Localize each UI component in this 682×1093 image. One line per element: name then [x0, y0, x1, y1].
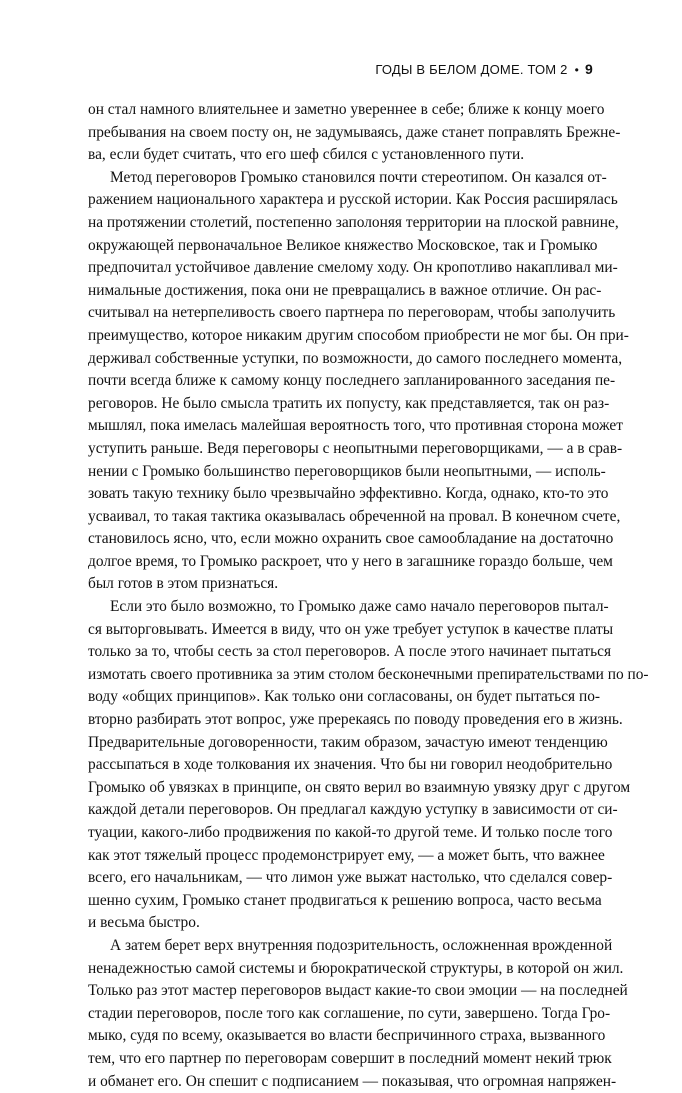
text-line: Метод переговоров Громыко становился почти стереотипом. Он казался от-	[110, 168, 607, 186]
text-line: воду «общих принципов». Как только они согласованы, он будет пытаться по-	[88, 688, 601, 706]
paragraph	[88, 596, 649, 935]
text-line: был готов в этом признаться.	[88, 575, 279, 593]
text-line: вторно разбирать этот вопрос, уже пререкаясь по поводу проведения его в жизнь.	[88, 711, 623, 729]
text-line: долгое время, то Громыко раскроет, что у него в загашнике гораздо больше, чем	[88, 552, 613, 570]
text-line: становилось ясно, что, если можно охранить свое самообладание на достаточно	[88, 530, 614, 548]
text-line: ся выторговывать. Имеется в виду, что он уже требует уступок в качестве платы	[88, 620, 614, 638]
text-line: Только раз этот мастер переговоров выдаст какие-то свои эмоции — на последней	[88, 982, 628, 1000]
text-line: всего, его начальникам, — что лимон уже выжат настолько, что сделался совер-	[88, 869, 613, 887]
running-header	[375, 61, 593, 77]
text-line: рассыпаться в ходе толкования их значения. Что бы ни говорил неодобрительно	[88, 756, 613, 774]
text-line: А затем берет верх внутренняя подозрительность, осложненная врожденной	[110, 936, 613, 954]
text-line: стадии переговоров, после того как соглашение, по сути, завершено. Тогда Гро-	[88, 1004, 611, 1022]
text-line: он стал намного влиятельнее и заметно увереннее в себе; ближе к концу моего	[88, 101, 605, 118]
text-line: Предварительные договоренности, таким образом, зачастую имеют тенденцию	[88, 733, 608, 751]
text-line: тем, что его партнер по переговорам совершит в последний момент некий трюк	[88, 1049, 612, 1067]
page-number: 9	[585, 61, 593, 77]
text-line: считывал на нетерпеливость своего партнера по переговорам, чтобы заполучить	[88, 304, 616, 322]
text-line: почти всегда ближе к самому концу последнего запланированного заседания пе-	[88, 372, 616, 390]
text-line: Если это было возможно, то Громыко даже само начало переговоров пытал-	[110, 598, 609, 616]
text-line: ва, если будет считать, что его шеф сбился с установленного пути.	[88, 146, 525, 164]
paragraph	[88, 167, 629, 596]
text-line: и обманет его. Он спешит с подписанием — показывая, что огромная напряжен-	[88, 1072, 617, 1090]
text-line: Громыко об увязках в принципе, он свято верил во взаимную увязку друг с другом	[88, 778, 631, 796]
text-line: каждой детали переговоров. Он предлагал каждую уступку в зависимости от си-	[88, 801, 618, 819]
text-line: уступить раньше. Ведя переговоры с неопытными переговорщиками, — а в срав-	[88, 439, 623, 457]
running-header-title: ГОДЫ В БЕЛОМ ДОМЕ. ТОМ 2	[375, 62, 568, 77]
text-line: и весьма быстро.	[88, 914, 200, 932]
text-line: туации, какого-либо продвижения по какой-то другой теме. И только после того	[88, 824, 613, 841]
text-line: усваивал, то такая тактика оказывалась обреченной на провал. В конечном счете,	[88, 507, 621, 525]
text-line: только за то, чтобы сесть за стол переговоров. А после этого начинает пытаться	[88, 643, 612, 661]
text-line: мыко, судя по всему, оказывается во власти беспричинного страха, вызванного	[88, 1027, 606, 1045]
text-line: ражением национального характера и русской истории. Как Россия расширялась	[88, 191, 618, 209]
paragraph	[88, 935, 628, 1093]
body-text	[88, 99, 649, 1093]
bullet-separator: •	[574, 63, 579, 77]
text-line: шенно сухим, Громыко станет продвигаться к решению вопроса, часто весьма	[88, 891, 602, 909]
paragraph	[88, 99, 621, 167]
text-line: зовать такую технику было чрезвычайно эффективно. Когда, однако, кто-то это	[88, 485, 609, 503]
text-line: на протяжении столетий, постепенно заполоняя территории на плоской равнине,	[88, 213, 619, 231]
text-line: окружающей первоначальное Великое княжество Московское, так и Громыко	[88, 236, 598, 254]
text-line: преимущество, которое никаким другим способом приобрести не мог бы. Он при-	[88, 326, 629, 344]
text-line: мышлял, пока имелась малейшая вероятность того, что противная сторона может	[88, 417, 623, 435]
text-line: предпочитал устойчивое давление смелому ходу. Он кропотливо накапливал ми-	[88, 259, 618, 277]
text-line: ненадежностью самой системы и бюрократической структуры, в которой он жил.	[88, 959, 624, 977]
text-line: пребывания на своем посту он, не задумываясь, даже станет поправлять Брежне-	[88, 123, 621, 141]
text-line: реговоров. Не было смысла тратить их попусту, как представляется, так он раз-	[88, 394, 610, 412]
text-line: нимальные достижения, пока они не превращались в важное отличие. Он рас-	[88, 281, 602, 299]
text-line: измотать своего противника за этим столом бесконечными препирательствами по по-	[88, 665, 649, 683]
text-line: как этот тяжелый процесс продемонстрирует ему, — а может быть, что важнее	[88, 846, 605, 864]
text-line: держивал собственные уступки, по возможности, до самого последнего момента,	[88, 349, 623, 367]
text-line: нении с Громыко большинство переговорщиков были неопытными, — исполь-	[88, 462, 606, 480]
